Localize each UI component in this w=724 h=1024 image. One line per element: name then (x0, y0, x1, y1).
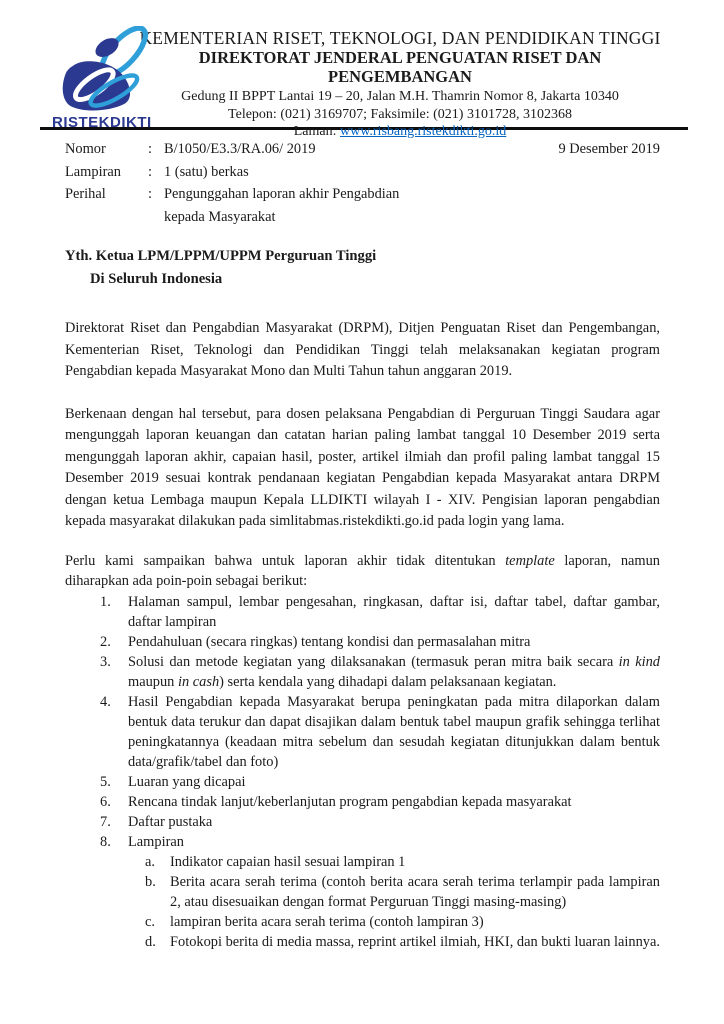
meta-row-lampiran (65, 161, 660, 184)
office-address: Gedung II BPPT Lantai 19 – 20, Jalan M.H. Thamrin Nomor 8, Jakarta 10340 (181, 89, 619, 104)
nomor-colon: : (148, 141, 152, 157)
requirements-list (65, 592, 660, 952)
sub-item-d-letter: d. (145, 933, 156, 950)
list-item-1-text: Halaman sampul, lembar pengesahan, ringkasan, daftar isi, daftar tabel, daftar gambar, daftar lampiran (128, 593, 660, 630)
sub-item-d-text: Fotokopi berita di media massa, reprint artikel ilmiah, HKI, dan bukti luaran lainnya. (170, 933, 660, 950)
list-item-3-text (128, 652, 660, 692)
list-item-5-number: 5. (100, 773, 111, 790)
meta-row-perihal (65, 183, 660, 228)
list-item-3 (100, 652, 660, 692)
paragraph-1: Direktorat Riset dan Pengabdian Masyarakat (DRPM), Ditjen Penguatan Riset dan Pengembangan, Kementerian Riset, Teknologi dan Pendidikan Tinggi telah melaksanakan kegiatan program Pengabdian kepada Masyarakat Mono dan Multi Tahun tahun anggaran 2019. (65, 320, 660, 379)
recipient-line1: Yth. Ketua LPM/LPPM/UPPM Perguruan Tinggi (65, 248, 377, 264)
lampiran-value: 1 (satu) berkas (164, 163, 249, 180)
list-item-3-number: 3. (100, 653, 111, 670)
letterhead (0, 0, 724, 139)
recipient-line2: Di Seluruh Indonesia (90, 271, 223, 287)
ristekdikti-logo (52, 26, 164, 131)
perihal-label: Perihal (65, 186, 106, 202)
perihal-value (164, 183, 660, 228)
sub-item-b (145, 872, 660, 912)
list-item-3-part1: Solusi dan metode kegiatan yang dilaksanakan (termasuk peran mitra baik secara (128, 653, 619, 670)
letterhead-text (76, 28, 724, 141)
sub-item-a-letter: a. (145, 853, 155, 870)
paragraph-3 (65, 551, 660, 592)
list-item-2 (100, 632, 660, 652)
list-item-3-part3: ) serta kendala yang dihadapi dalam pelaksanaan kegiatan. (219, 673, 557, 690)
paragraph-3-italic-template: template (505, 552, 555, 569)
ristekdikti-logo-icon (59, 26, 157, 116)
office-phone: Telepon: (021) 3169707; Faksimile: (021) 3101728, 3102368 (228, 106, 572, 122)
sub-item-a (145, 852, 660, 872)
sub-item-c-letter: c. (145, 913, 155, 930)
recipient-block (65, 245, 660, 291)
website-label: Laman: (293, 124, 340, 139)
list-item-3-part2: maupun (128, 673, 178, 690)
sub-item-c (145, 912, 660, 932)
list-item-6 (100, 792, 660, 812)
sub-item-c-text: lampiran berita acara serah terima (contoh lampiran 3) (170, 913, 484, 930)
list-item-6-text: Rencana tindak lanjut/keberlanjutan program pengabdian kepada masyarakat (128, 793, 572, 810)
ministry-name: KEMENTERIAN RISET, TEKNOLOGI, DAN PENDIDIKAN TINGGI (139, 28, 661, 48)
ristekdikti-logo-text: RISTEKDIKTI (52, 114, 152, 131)
letter-date: 9 Desember 2019 (558, 141, 660, 157)
list-item-4-number: 4. (100, 693, 111, 710)
list-item-8-number: 8. (100, 833, 111, 850)
letter-meta (65, 138, 660, 228)
perihal-value-line2: kepada Masyarakat (164, 208, 276, 225)
list-item-5-text: Luaran yang dicapai (128, 773, 246, 790)
sub-item-a-text: Indikator capaian hasil sesuai lampiran 1 (170, 853, 406, 870)
list-item-2-text: Pendahuluan (secara ringkas) tentang kondisi dan permasalahan mitra (128, 633, 531, 650)
nomor-value: B/1050/E3.3/RA.06/ 2019 (164, 141, 316, 157)
list-item-7-number: 7. (100, 813, 111, 830)
list-item-1 (100, 592, 660, 632)
lampiran-colon: : (148, 163, 152, 180)
perihal-colon: : (148, 186, 152, 202)
list-item-4-text: Hasil Pengabdian kepada Masyarakat berupa peningkatan pada mitra dilaporkan dalam bentuk data terukur dan dapat disajikan dalam bentuk tabel maupun grafik sehingga terlihat peningkatannya (keadaan mitra sebelum dan sesudah kegiatan ditunjukkan dalam bentuk data/grafik/tabel dan foto) (128, 693, 660, 770)
directorate-name: DIREKTORAT JENDERAL PENGUATAN RISET DAN PENGEMBANGAN (198, 48, 602, 86)
list-item-6-number: 6. (100, 793, 111, 810)
list-item-7-text: Daftar pustaka (128, 813, 213, 830)
paragraph-2: Berkenaan dengan hal tersebut, para dosen pelaksana Pengabdian di Perguruan Tinggi Saudara agar mengunggah laporan keuangan dan catatan harian paling lambat tanggal 10 Desember 2019 serta mengunggah laporan akhir, capaian hasil, poster, artikel ilmiah dan profil paling lambat tanggal 15 Desember 2019 sesuai kontrak pendanaan kegiatan Pengabdian kepada Masyarakat antara DRPM dengan ketua Lembaga maupun Kepala LLDIKTI wilayah I - XIV. Pengisian laporan pengabdian kepada masyarakat dilakukan pada simlitabmas.ristekdikti.go.id pada login yang lama. (65, 405, 660, 529)
nomor-label: Nomor (65, 141, 106, 157)
list-item-8 (100, 832, 660, 852)
website-link[interactable]: www.risbang.ristekdikti.go.id (339, 124, 507, 139)
paragraph-3-part2: laporan, namun diharapkan ada poin-poin sebagai berikut: (65, 552, 660, 589)
list-item-2-number: 2. (100, 633, 111, 650)
list-item-3-italic-incash: in cash (177, 673, 220, 690)
list-item-1-number: 1. (100, 593, 111, 610)
list-item-4 (100, 692, 660, 772)
list-item-5 (100, 772, 660, 792)
list-item-7 (100, 812, 660, 832)
paragraph-3-part1: Perlu kami sampaikan bahwa untuk laporan akhir tidak ditentukan (65, 552, 506, 569)
list-item-3-italic-inkind: in kind (618, 653, 660, 670)
sub-item-d (145, 932, 660, 952)
list-item-8-text: Lampiran (128, 833, 184, 850)
sub-item-b-text: Berita acara serah terima (contoh berita acara serah terima terlampir pada lampiran 2, atau disesuaikan dengan format Perguruan Tinggi masing-masing) (170, 873, 660, 910)
perihal-value-line1: Pengunggahan laporan akhir Pengabdian (164, 186, 400, 202)
sub-item-b-letter: b. (145, 873, 156, 890)
lampiran-label: Lampiran (65, 163, 121, 180)
